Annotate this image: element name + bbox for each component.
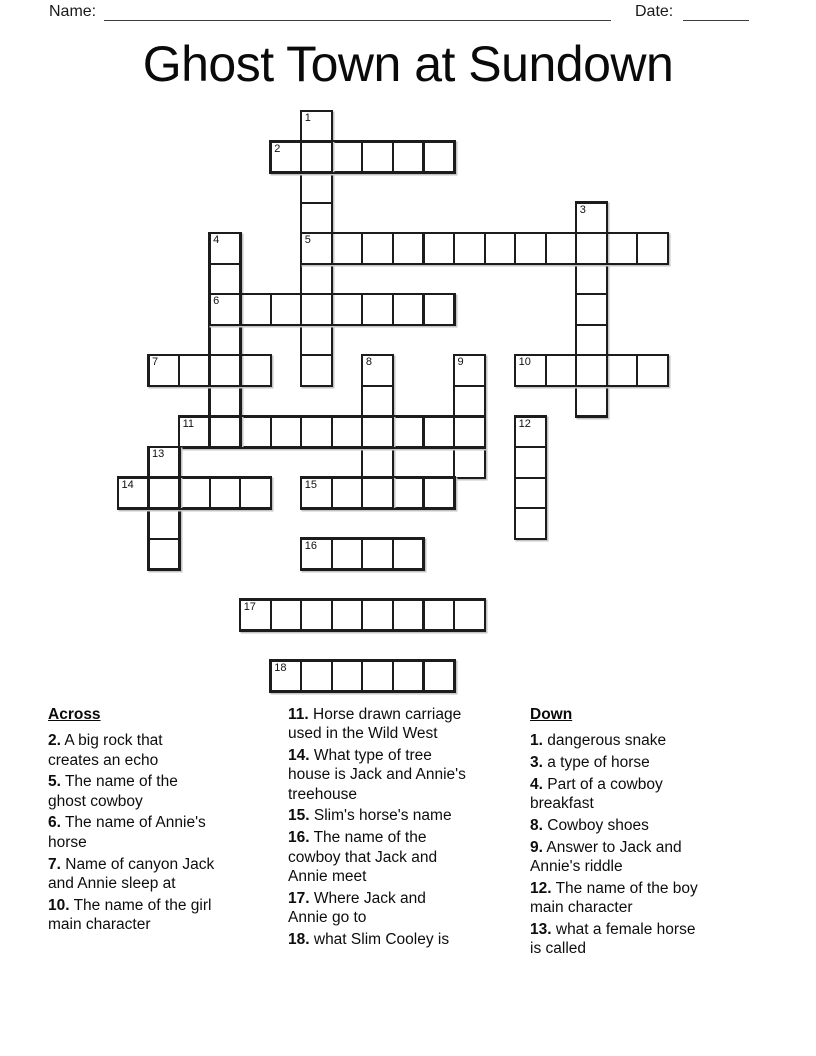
clue-number-label: 6. (48, 814, 61, 832)
grid-cell-10-12[interactable] (423, 477, 456, 510)
grid-cell-6-8[interactable] (300, 354, 333, 387)
grid-cell-15-6[interactable] (575, 293, 608, 326)
clue-number-label: 11. (288, 706, 309, 723)
grid-cell-11-16[interactable] (453, 599, 486, 632)
clue-10: 10. The name of the girl main character (48, 896, 212, 933)
grid-cell-11-9[interactable] (453, 385, 486, 418)
grid-number-6: 6 (213, 295, 220, 308)
grid-cell-4-8[interactable] (239, 354, 272, 387)
clue-number-label: 13. (530, 920, 552, 938)
clue-number-label: 15. (288, 807, 310, 825)
grid-cell-4-16[interactable] (239, 599, 272, 632)
grid-cell-8-10[interactable] (361, 416, 394, 449)
grid-cell-10-18[interactable] (423, 660, 456, 693)
grid-cell-7-10[interactable] (331, 416, 364, 449)
grid-cell-1-13[interactable] (148, 507, 181, 540)
grid-cell-15-8[interactable] (575, 354, 608, 387)
grid-cell-7-18[interactable] (331, 660, 364, 693)
grid-cell-4-10[interactable] (239, 416, 272, 449)
grid-cell-10-10[interactable] (423, 416, 456, 449)
grid-number-12: 12 (518, 417, 531, 430)
grid-cell-8-12[interactable] (361, 477, 394, 510)
grid-number-13: 13 (152, 448, 165, 461)
clue-12: 12. The name of the boy main character (530, 879, 698, 917)
grid-cell-9-16[interactable] (392, 599, 425, 632)
grid-cell-13-4[interactable] (514, 232, 547, 265)
grid-cell-3-10[interactable] (209, 416, 242, 449)
grid-cell-4-6[interactable] (239, 293, 272, 326)
grid-cell-14-4[interactable] (545, 232, 578, 265)
grid-cell-15-7[interactable] (575, 324, 608, 357)
grid-cell-15-4[interactable] (575, 232, 608, 265)
grid-cell-15-5[interactable] (575, 263, 608, 296)
grid-number-3: 3 (579, 203, 586, 216)
grid-cell-11-10[interactable] (453, 416, 486, 449)
grid-cell-13-13[interactable] (514, 507, 547, 540)
grid-number-15: 15 (304, 478, 318, 491)
grid-cell-9-1[interactable] (392, 141, 425, 174)
clue-16: 16. The name of the cowboy that Jack and Annie meet (288, 829, 438, 885)
grid-cell-5-16[interactable] (270, 599, 303, 632)
grid-cell-8-18[interactable] (361, 660, 394, 693)
clue-7: 7. Name of canyon Jack and Annie sleep at (48, 855, 215, 892)
grid-cell-7-1[interactable] (331, 141, 364, 174)
grid-cell-5-6[interactable] (270, 293, 303, 326)
grid-cell-3-12[interactable] (209, 477, 242, 510)
grid-cell-8-6[interactable] (361, 293, 394, 326)
grid-cell-13-10[interactable] (514, 416, 547, 449)
grid-cell-6-0[interactable] (300, 110, 333, 143)
grid-cell-3-7[interactable] (209, 324, 242, 357)
grid-cell-15-3[interactable] (575, 202, 608, 235)
clue-2: 2. A big rock that creates an echo (48, 732, 163, 769)
grid-cell-7-4[interactable] (331, 232, 364, 265)
grid-cell-5-1[interactable] (270, 141, 303, 174)
grid-cell-6-7[interactable] (300, 324, 333, 357)
grid-cell-8-9[interactable] (361, 385, 394, 418)
name-label: Name: (49, 3, 97, 20)
clue-number-label: 4. (530, 775, 543, 793)
clue-number-label: 2. (48, 732, 61, 750)
grid-cell-9-10[interactable] (392, 416, 425, 449)
grid-cell-11-8[interactable] (453, 354, 486, 387)
grid-cell-8-4[interactable] (361, 232, 394, 265)
grid-number-10: 10 (518, 356, 531, 369)
grid-cell-6-1[interactable] (300, 141, 333, 174)
clue-number-label: 17. (288, 889, 310, 907)
clue-17: 17. Where Jack and Annie go to (288, 889, 426, 926)
clue-9: 9. Answer to Jack and Annie's riddle (530, 838, 682, 876)
clue-8: 8. Cowboy shoes (530, 816, 649, 834)
grid-number-8: 8 (365, 356, 373, 369)
clue-number-label: 1. (530, 732, 543, 750)
puzzle-title: Ghost Town at Sundown (142, 36, 674, 92)
clue-number-label: 14. (288, 747, 310, 765)
grid-cell-8-16[interactable] (361, 599, 394, 632)
grid-cell-15-9[interactable] (575, 385, 608, 418)
grid-cell-2-10[interactable] (178, 416, 211, 449)
grid-number-16: 16 (304, 539, 318, 552)
grid-cell-6-16[interactable] (300, 599, 333, 632)
clue-1: 1. dangerous snake (530, 732, 667, 750)
clue-number-label: 7. (48, 855, 61, 873)
grid-cell-9-12[interactable] (392, 477, 425, 510)
grid-cell-8-8[interactable] (361, 354, 394, 387)
grid-cell-8-11[interactable] (361, 446, 394, 479)
grid-number-17: 17 (243, 600, 256, 613)
grid-cell-13-11[interactable] (514, 446, 547, 479)
grid-cell-8-14[interactable] (361, 538, 394, 571)
grid-cell-1-11[interactable] (148, 446, 181, 479)
grid-cell-6-12[interactable] (300, 477, 333, 510)
clue-number-label: 18. (288, 930, 310, 948)
clue-column-across (48, 705, 216, 937)
clue-number-label: 16. (288, 829, 310, 847)
grid-cell-14-8[interactable] (545, 354, 578, 387)
grid-number-5: 5 (304, 234, 311, 247)
grid-cell-6-10[interactable] (300, 416, 333, 449)
grid-cell-4-12[interactable] (239, 477, 272, 510)
grid-cell-3-9[interactable] (209, 385, 242, 418)
grid-cell-7-12[interactable] (331, 477, 364, 510)
grid-cell-13-12[interactable] (514, 477, 547, 510)
grid-cell-11-11[interactable] (453, 446, 486, 479)
clue-column-down (530, 705, 706, 961)
clue-column-across-continued (288, 705, 468, 952)
clue-11: 11. Horse drawn carriage used in the Wild West (288, 706, 462, 743)
clue-list-header-down: Down (530, 706, 573, 723)
grid-cell-3-5[interactable] (209, 263, 242, 296)
grid-cell-8-1[interactable] (361, 141, 394, 174)
grid-number-11: 11 (182, 417, 195, 430)
name-blank-line[interactable] (104, 19, 611, 21)
clue-3: 3. a type of horse (530, 754, 650, 772)
date-blank-line[interactable] (683, 19, 749, 21)
grid-cell-0-12[interactable] (117, 477, 150, 510)
grid-cell-9-4[interactable] (392, 232, 425, 265)
clue-number-label: 3. (530, 754, 543, 772)
clue-18: 18. what Slim Cooley is (288, 930, 450, 948)
grid-cell-3-8[interactable] (209, 354, 242, 387)
grid-cell-6-4[interactable] (300, 232, 333, 265)
grid-cell-10-16[interactable] (423, 599, 456, 632)
clue-number-label: 12. (530, 879, 552, 897)
clue-number-label: 5. (48, 773, 61, 791)
grid-cell-6-18[interactable] (300, 660, 333, 693)
grid-cell-6-2[interactable] (300, 171, 333, 204)
clue-number-label: 9. (530, 838, 543, 856)
grid-number-2: 2 (274, 142, 281, 155)
grid-cell-16-8[interactable] (606, 354, 639, 387)
grid-cell-7-6[interactable] (331, 293, 364, 326)
grid-cell-10-4[interactable] (423, 232, 456, 265)
grid-number-1: 1 (304, 112, 311, 124)
grid-number-18: 18 (274, 661, 287, 674)
grid-cell-9-18[interactable] (392, 660, 425, 693)
clue-15: 15. Slim's horse's name (288, 807, 452, 825)
grid-cell-6-5[interactable] (300, 263, 333, 296)
grid-cell-6-3[interactable] (300, 202, 333, 235)
clue-4: 4. Part of a cowboy breakfast (530, 775, 663, 813)
grid-cell-7-16[interactable] (331, 599, 364, 632)
grid-cell-6-6[interactable] (300, 293, 333, 326)
grid-cell-17-4[interactable] (636, 232, 669, 265)
grid-number-7: 7 (152, 356, 159, 369)
grid-cell-10-1[interactable] (423, 141, 456, 174)
grid-cell-2-12[interactable] (178, 477, 211, 510)
grid-cell-5-10[interactable] (270, 416, 303, 449)
grid-cell-2-8[interactable] (178, 354, 211, 387)
clue-list-header-across: Across (48, 706, 101, 723)
grid-cell-16-4[interactable] (606, 232, 639, 265)
grid-cell-1-12[interactable] (148, 477, 181, 510)
clue-5: 5. The name of the ghost cowboy (48, 773, 178, 810)
clue-14: 14. What type of tree house is Jack and Annie's treehouse (288, 747, 466, 803)
grid-number-14: 14 (121, 478, 134, 491)
grid-cell-9-14[interactable] (392, 538, 425, 571)
grid-cell-1-14[interactable] (148, 538, 181, 571)
grid-cell-1-8[interactable] (148, 354, 181, 387)
date-label: Date: (635, 3, 674, 20)
grid-cell-3-4[interactable] (209, 232, 242, 265)
grid-cell-7-14[interactable] (331, 538, 364, 571)
grid-number-9: 9 (457, 356, 464, 369)
grid-cell-6-14[interactable] (300, 538, 333, 571)
grid-cell-9-6[interactable] (392, 293, 425, 326)
clue-number-label: 10. (48, 896, 70, 914)
grid-cell-11-4[interactable] (453, 232, 486, 265)
grid-cell-12-4[interactable] (484, 232, 517, 265)
grid-cell-5-18[interactable] (270, 660, 303, 693)
clue-6: 6. The name of Annie's horse (48, 814, 206, 851)
grid-cell-10-6[interactable] (423, 293, 456, 326)
grid-cell-3-6[interactable] (209, 293, 242, 326)
grid-number-4: 4 (213, 234, 220, 247)
clue-number-label: 8. (530, 816, 543, 834)
grid-cell-17-8[interactable] (636, 354, 669, 387)
clue-13: 13. what a female horse is called (530, 920, 696, 958)
grid-cell-13-8[interactable] (514, 354, 547, 387)
